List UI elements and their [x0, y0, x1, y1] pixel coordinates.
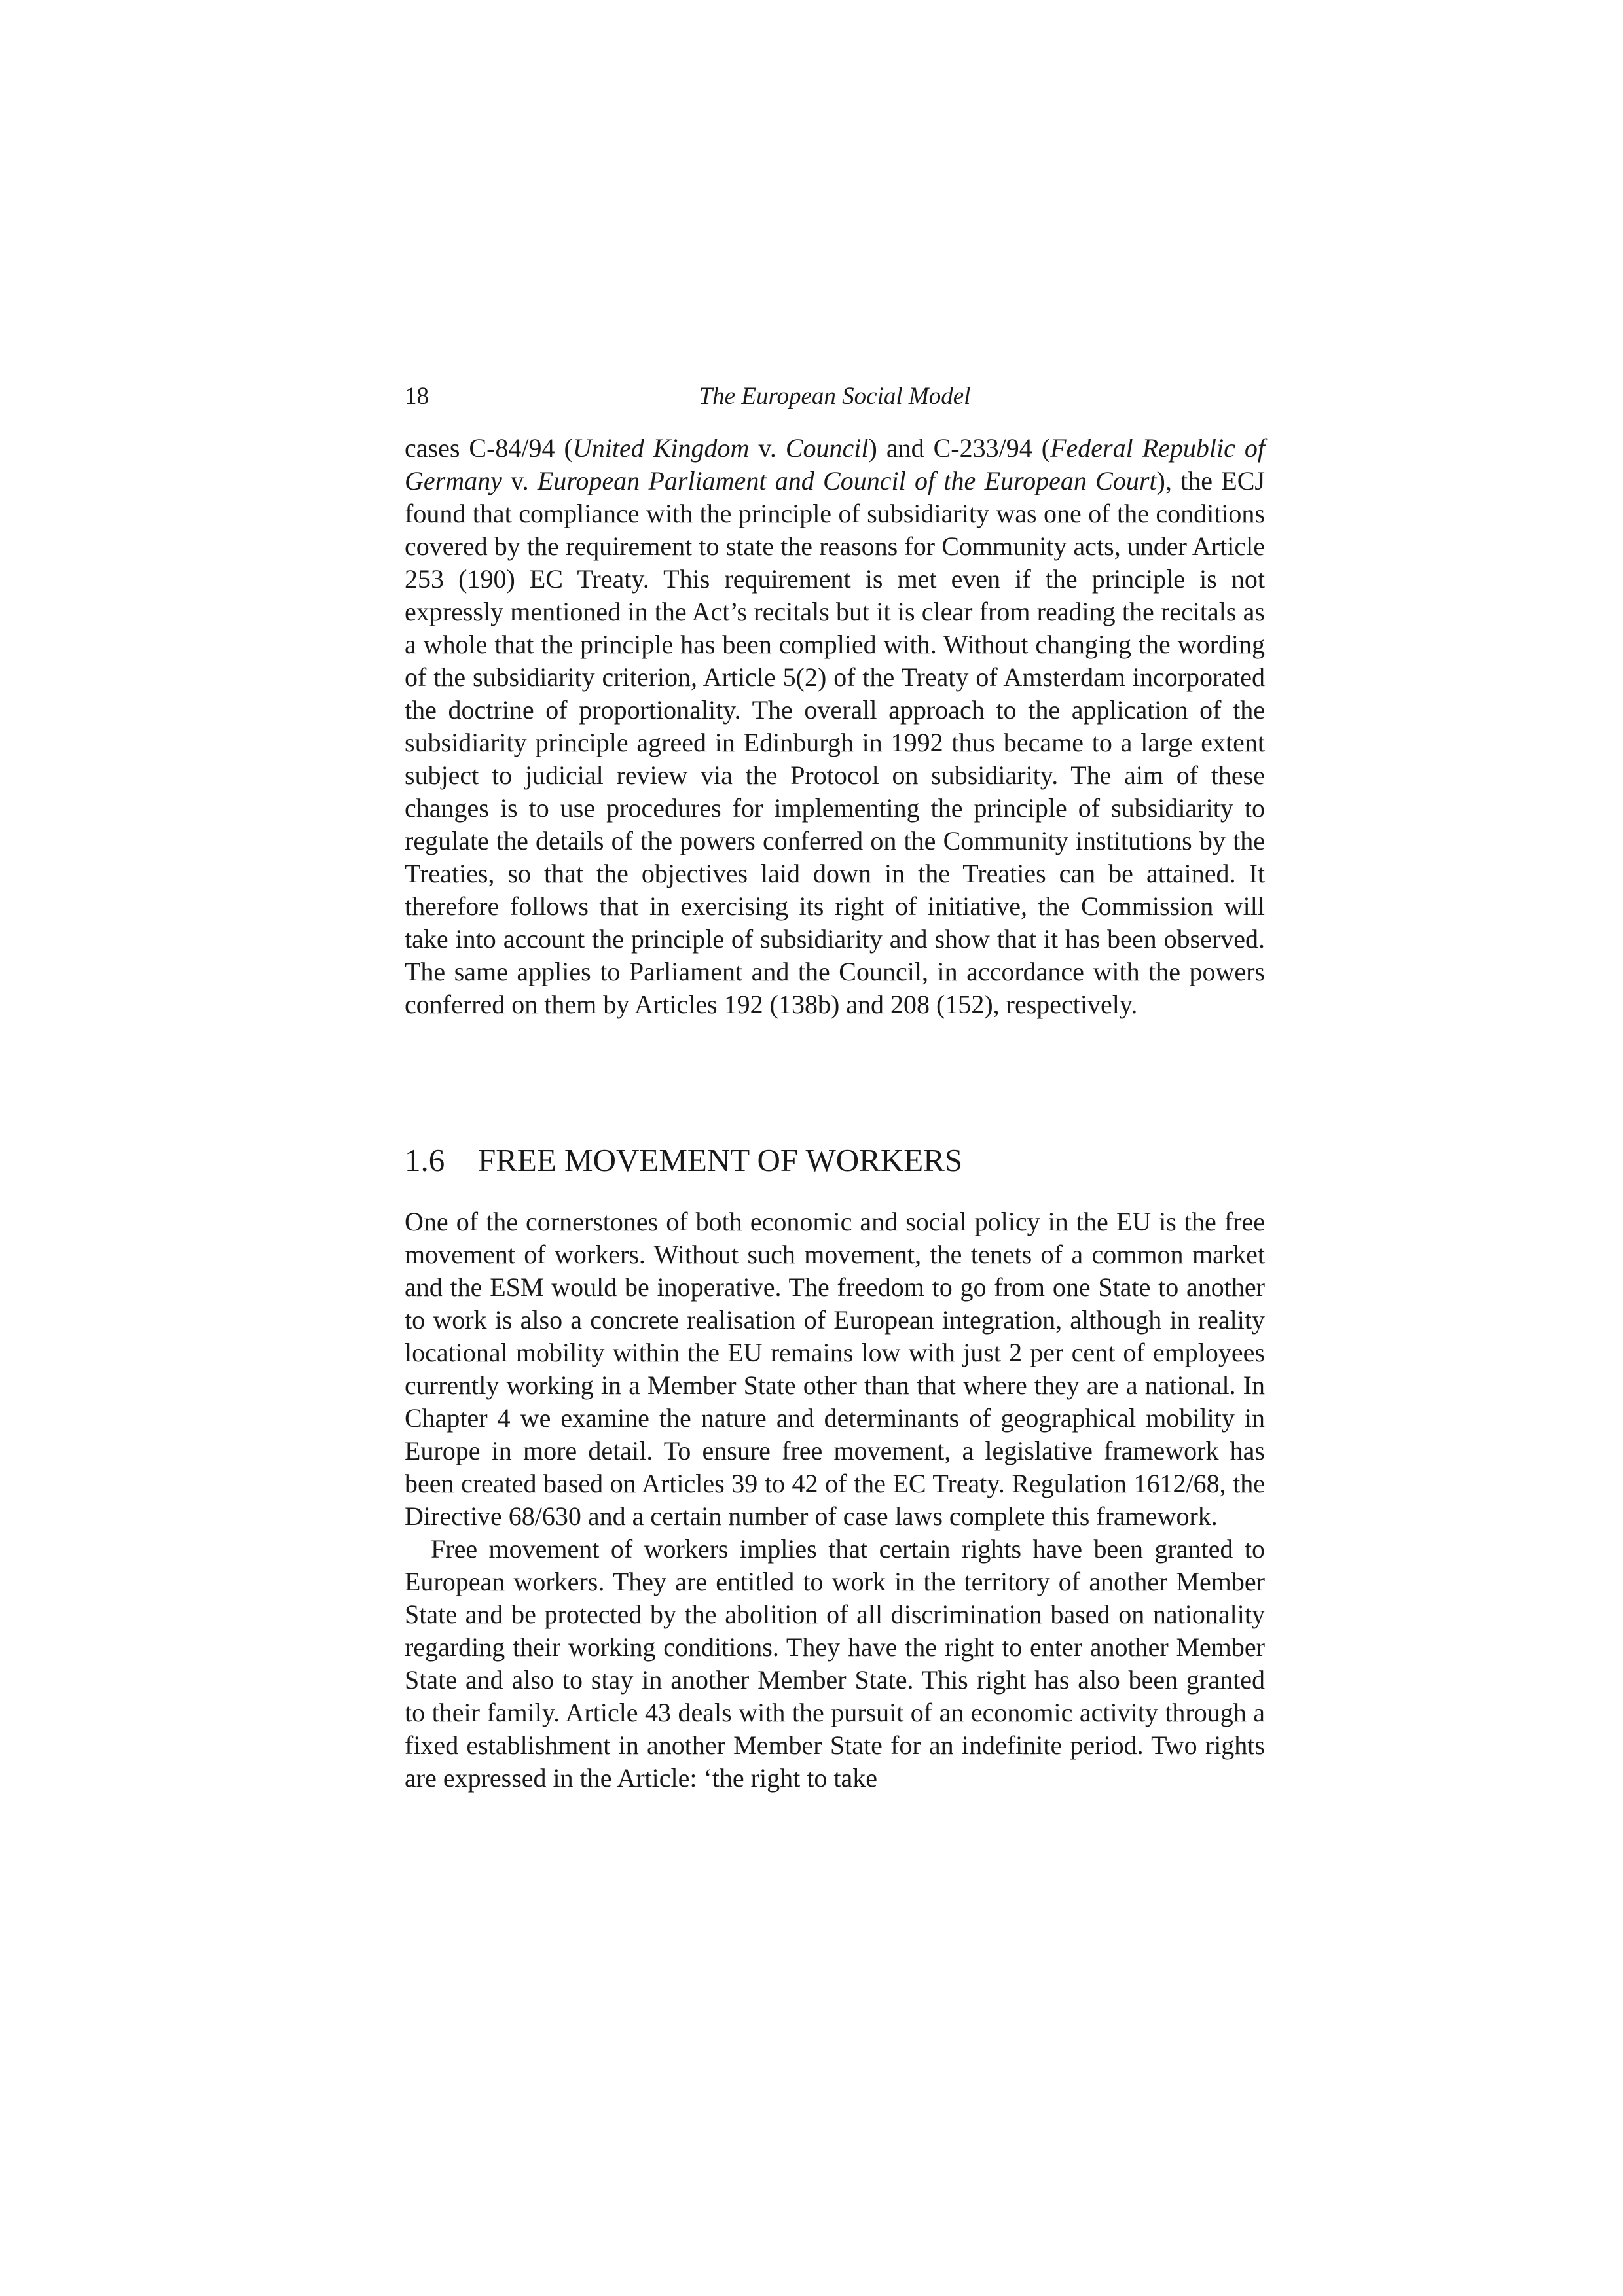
case-party-name: European Parliament and Council of the European Court [537, 466, 1157, 495]
text-run: v. [501, 466, 538, 495]
running-header [405, 378, 1265, 415]
running-title: The European Social Model [699, 383, 971, 410]
case-party-name: Council [785, 433, 869, 463]
paragraph [405, 432, 1265, 1021]
case-party-name: United Kingdom [572, 433, 750, 463]
paragraph: Free movement of workers implies that certain rights have been granted to European workers. They are entitled to work in the territory of another Member State and be protected by the abolition of all discrimination based on nationality regarding their working conditions. They have the right to enter another Member State and also to stay in another Member State. This right has also been granted to their family. Article 43 deals with the pursuit of an economic activity through a fixed establishment in another Member State for an indefinite period. Two rights are expressed in the Article: ‘the right to take [405, 1534, 1265, 1793]
text-run: ) and C-233/94 ( [868, 433, 1051, 463]
text-run: v. [749, 433, 786, 463]
section-title: FREE MOVEMENT OF WORKERS [478, 1142, 963, 1178]
section-body [405, 1206, 1265, 1795]
text-run: cases C-84/94 ( [405, 433, 573, 463]
section-heading [405, 1140, 1265, 1181]
paragraph: One of the cornerstones of both economic and social policy in the EU is the free movement of workers. Without such movement, the tenets of a common market and the ESM would be inoperative. The freedom to go from one State to another to work is also a concrete realisation of European integration, although in reality locational mobility within the EU remains low with just 2 per cent of employees currently working in a Member State other than that where they are a national. In Chapter 4 we examine the nature and determinants of geographical mobility in Europe in more detail. To ensure free movement, a legislative framework has been created based on Articles 39 to 42 of the EC Treaty. Regulation 1612/68, the Directive 68/630 and a certain number of case laws complete this framework. [405, 1207, 1265, 1531]
section-number: 1.6 [405, 1142, 445, 1178]
page-number: 18 [405, 383, 429, 410]
text-run: ), the ECJ found that compliance with the principle of subsidiarity was one of the conditions covered by the requirement to state the reasons for Community acts, under Article 253 (190) EC Treaty. This requirement is met even if the principle is not expressly mentioned in the Act’s recitals but it is clear from reading the recitals as a whole that the principle has been complied with. Without changing the wording of the subsidiarity criterion, Article 5(2) of the Treaty of Amsterdam incorporated the doctrine of proportionality. The overall approach to the application of the subsidiarity principle agreed in Edinburgh in 1992 thus became to a large extent subject to judicial review via the Protocol on subsidiarity. The aim of these changes is to use procedures for implementing the principle of subsidiarity to regulate the details of the powers conferred on the Community institutions by the Treaties, so that the objectives laid down in the Treaties can be attained. It therefore follows that in exercising its right of initiative, the Commission will take into account the principle of subsidiarity and show that it has been observed. The same applies to Parliament and the Council, in accordance with the powers conferred on them by Articles 192 (138b) and 208 (152), respectively. [405, 466, 1265, 1019]
case-party-name: Federal Republic of Germany [405, 433, 1266, 495]
body-text-continued [405, 432, 1265, 1021]
